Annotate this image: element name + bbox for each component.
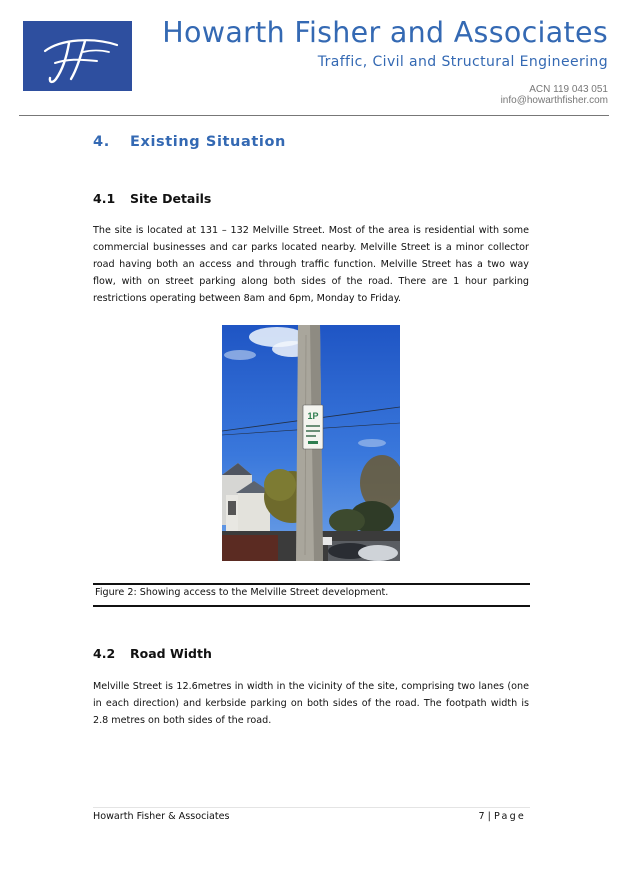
caption-rule-bottom	[93, 605, 530, 607]
section-number: 4.	[93, 134, 110, 150]
footer-company: Howarth Fisher & Associates	[93, 811, 230, 822]
road-width-paragraph: Melville Street is 12.6metres in width in the vicinity of the site, comprising two lanes (one in each direction) and kerbside parking on both sides of the road. The footpath width is 2.8 metres on both sides of the road.	[93, 681, 529, 726]
section-title: Existing Situation	[130, 134, 286, 150]
company-email[interactable]: info@howarthfisher.com	[500, 95, 608, 106]
figure-caption: Figure 2: Showing access to the Melville Street development.	[95, 587, 389, 598]
melville-street-photo	[222, 325, 400, 561]
company-subtitle: Traffic, Civil and Structural Engineering	[317, 54, 608, 70]
company-name: Howarth Fisher and Associates	[162, 16, 608, 49]
caption-rule-top	[93, 583, 530, 585]
page-separator: |	[484, 811, 494, 822]
subsection-title-site-details: Site Details	[130, 191, 212, 206]
hf-monogram-icon	[23, 21, 132, 91]
subsection-title-road-width: Road Width	[130, 646, 212, 661]
header-divider	[19, 115, 609, 116]
page-label: Page	[493, 811, 526, 822]
subsection-number-road-width: 4.2	[93, 646, 116, 661]
company-acn: ACN 119 043 051	[529, 84, 608, 95]
parking-sign-text: 1P	[307, 411, 319, 421]
site-details-paragraph: The site is located at 131 – 132 Melville Street. Most of the area is residential with some commercial businesses and car parks located nearby. Melville Street is a minor collector road having both an access and through traffic function. Melville Street has a two way flow, with on street parking along both sides of the road. There are 1 hour parking restrictions operating between 8am and 6pm, Monday to Friday.	[93, 225, 529, 304]
footer-divider	[93, 807, 530, 808]
footer-page-indicator	[479, 811, 526, 822]
page-number: 7	[478, 811, 485, 822]
company-logo	[23, 21, 132, 91]
subsection-number-site-details: 4.1	[93, 191, 116, 206]
